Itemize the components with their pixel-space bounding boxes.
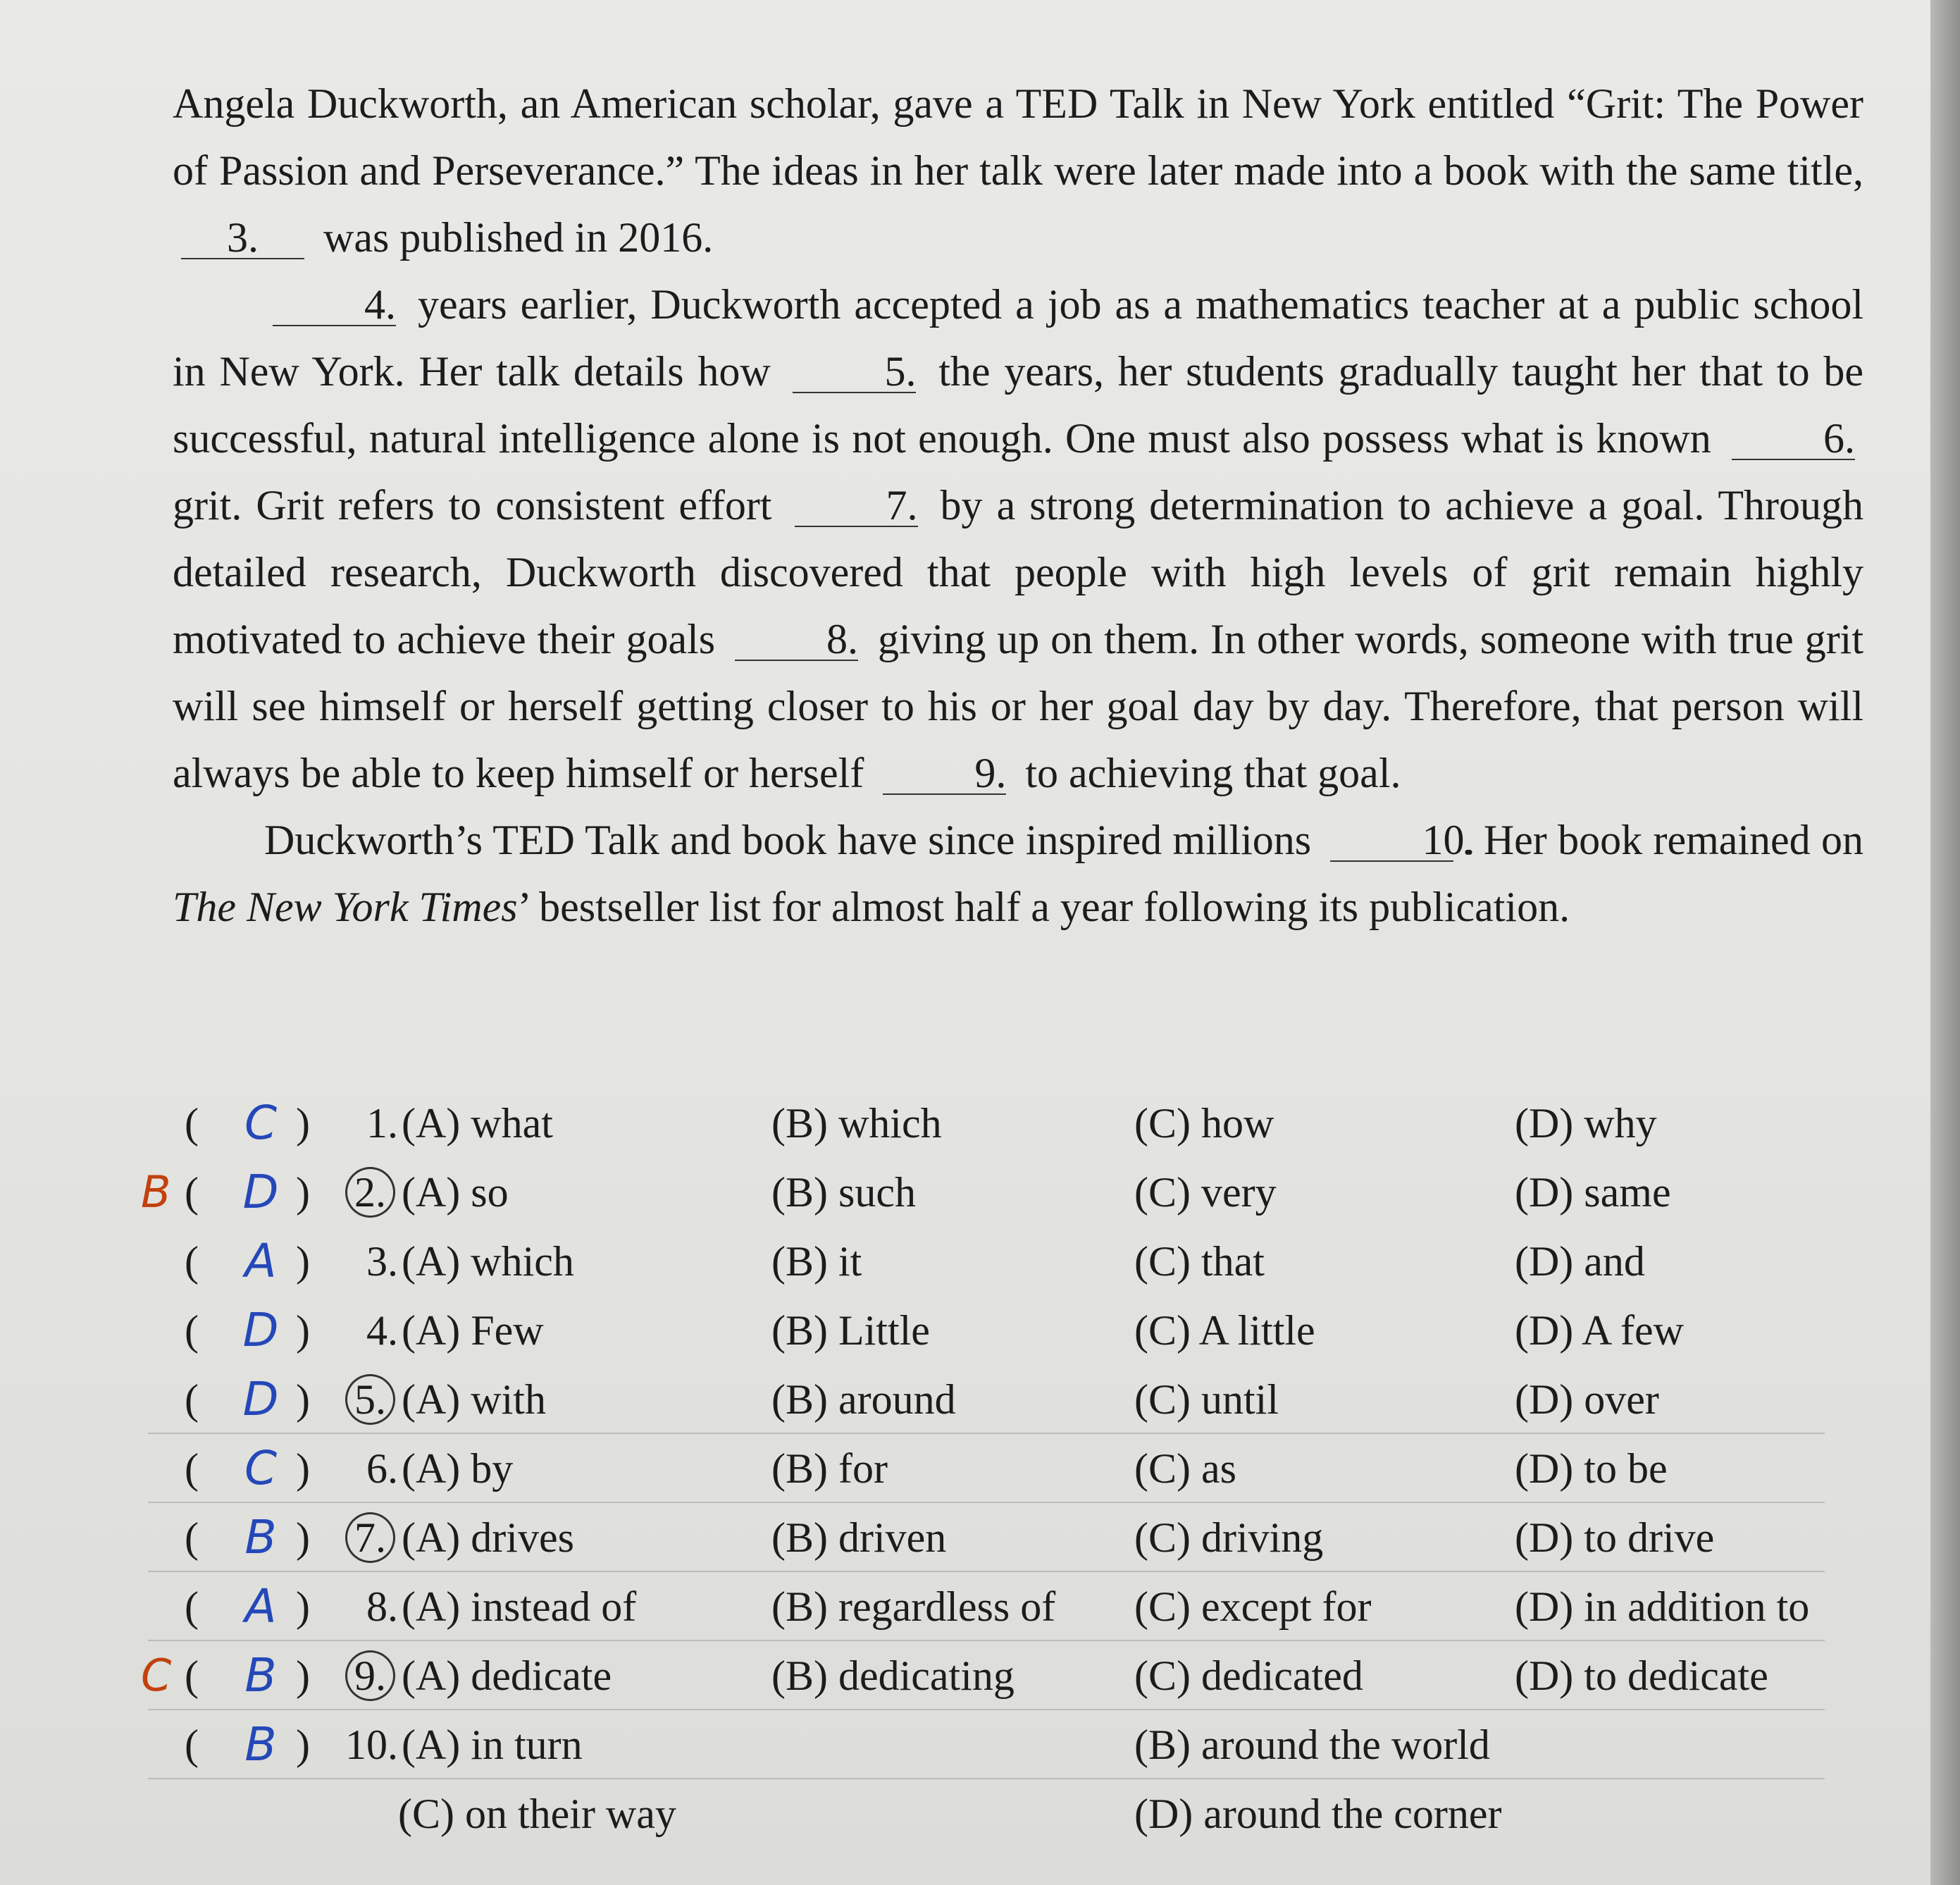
question-row	[0, 1641, 1930, 1710]
paragraph-3	[173, 807, 1863, 941]
open-paren: (	[185, 1722, 199, 1768]
question-number	[331, 1572, 398, 1641]
close-paren: )	[296, 1100, 310, 1147]
passage-text: ’ bestseller list for almost half a year following its publication.	[517, 884, 1570, 930]
option-d: (D) why	[1515, 1100, 1657, 1147]
handwritten-answer: D	[242, 1165, 279, 1219]
handwritten-answer: D	[242, 1372, 279, 1426]
question-number-text: 8.	[366, 1583, 398, 1630]
question-row	[0, 1089, 1930, 1158]
option-b: (B) dedicating	[771, 1652, 1015, 1699]
open-paren: (	[185, 1307, 199, 1354]
margin-correction: C	[141, 1650, 172, 1701]
option-c: (C) that	[1134, 1238, 1265, 1285]
question-number	[331, 1296, 398, 1365]
paragraph-2	[173, 271, 1863, 807]
option-c: (C) A little	[1134, 1307, 1315, 1354]
option-c: (C) as	[1134, 1445, 1236, 1492]
open-paren: (	[185, 1376, 199, 1423]
question-number-text: 6.	[366, 1445, 398, 1492]
question-number	[331, 1089, 398, 1158]
open-paren: (	[185, 1583, 199, 1630]
question-row	[0, 1158, 1930, 1227]
question-row	[0, 1434, 1930, 1503]
option-a: (A) what	[402, 1100, 553, 1147]
option-d: (D) to be	[1515, 1445, 1668, 1492]
question-number	[331, 1158, 398, 1227]
question-number-text: 2.	[345, 1167, 395, 1218]
handwritten-answer: C	[244, 1441, 278, 1495]
passage-text: Duckworth’s TED Talk and book have since inspired millions	[264, 817, 1312, 863]
option-b: (B) such	[771, 1169, 916, 1216]
question-number	[331, 1503, 398, 1572]
option-b: (B) driven	[771, 1514, 947, 1561]
handwritten-answer: B	[244, 1648, 277, 1702]
option-c: (C) how	[1134, 1100, 1274, 1147]
question-row	[0, 1710, 1930, 1779]
option-a: (A) dedicate	[402, 1652, 612, 1699]
open-paren: (	[185, 1100, 199, 1147]
question-row	[0, 1503, 1930, 1572]
option-a: (A) instead of	[402, 1583, 637, 1630]
option-a: (A) drives	[402, 1514, 574, 1561]
question-number-text: 3.	[366, 1238, 398, 1285]
option-c: (C) until	[1134, 1376, 1279, 1423]
open-paren: (	[185, 1445, 199, 1492]
passage-text: Angela Duckworth, an American scholar, gave a TED Talk in New York entitled “Grit: The Power of Passion and Perseverance.” The ideas in her talk were later made into a book with the same title,	[173, 80, 1863, 194]
margin-correction: B	[141, 1166, 171, 1218]
close-paren: )	[296, 1583, 310, 1630]
question-number	[331, 1227, 398, 1296]
question-row-continued	[0, 1779, 1930, 1848]
option-d: (D) same	[1515, 1169, 1671, 1216]
question-number	[331, 1434, 398, 1503]
question-number-text: 7.	[345, 1512, 395, 1563]
close-paren: )	[296, 1238, 310, 1285]
close-paren: )	[296, 1376, 310, 1423]
passage-text: by a strong determination to achieve a goal. Through detailed research, Duckworth discovered that people with high levels of grit remain highly motivated to achieve their goals	[173, 482, 1863, 662]
option-b: (B) around the world	[1134, 1722, 1490, 1768]
passage-text: . Her book remained on	[1462, 817, 1864, 863]
question-number	[331, 1365, 398, 1434]
handwritten-answer: C	[244, 1096, 278, 1150]
option-d: (D) over	[1515, 1376, 1659, 1423]
option-d: (D) to drive	[1515, 1514, 1715, 1561]
option-b: (B) around	[771, 1376, 956, 1423]
close-paren: )	[296, 1652, 310, 1699]
blank-10: 10.	[1330, 820, 1453, 862]
question-number-text: 1.	[366, 1100, 398, 1147]
open-paren: (	[185, 1652, 199, 1699]
option-c: (C) driving	[1134, 1514, 1324, 1561]
option-d: (D) to dedicate	[1515, 1652, 1768, 1699]
handwritten-answer: A	[244, 1234, 277, 1288]
passage-text: the years, her students gradually taught her that to be successful, natural intelligence alone is not enough. One must also possess what is known	[173, 348, 1864, 462]
passage-text: giving up on them. In other words, someone with true grit will see himself or herself getting closer to his or her goal day by day. Therefore, that person will always be able to keep himself or herself	[173, 616, 1864, 796]
option-c: (C) on their way	[398, 1791, 676, 1837]
question-number-text: 4.	[366, 1307, 398, 1354]
close-paren: )	[296, 1722, 310, 1768]
question-number	[331, 1641, 398, 1710]
question-number-text: 10.	[345, 1722, 398, 1768]
handwritten-answer: B	[244, 1510, 277, 1564]
newspaper-title: The New York Times	[173, 884, 518, 930]
option-a: (A) Few	[402, 1307, 544, 1354]
open-paren: (	[185, 1514, 199, 1561]
option-d: (D) and	[1515, 1238, 1645, 1285]
blank-8: 8.	[735, 619, 858, 661]
paragraph-1	[173, 70, 1863, 271]
option-d: (D) in addition to	[1515, 1583, 1810, 1630]
option-a: (A) which	[402, 1238, 574, 1285]
handwritten-answer: D	[242, 1303, 279, 1357]
reading-passage	[173, 70, 1863, 941]
option-a: (A) so	[402, 1169, 509, 1216]
option-a: (A) by	[402, 1445, 514, 1492]
question-number	[331, 1710, 398, 1779]
question-number-text: 5.	[345, 1374, 395, 1425]
passage-text: was published in 2016.	[323, 214, 714, 261]
close-paren: )	[296, 1445, 310, 1492]
close-paren: )	[296, 1514, 310, 1561]
blank-3: 3.	[181, 217, 304, 259]
handwritten-answer: A	[244, 1579, 277, 1633]
question-row	[0, 1572, 1930, 1641]
blank-4: 4.	[273, 284, 396, 326]
blank-5: 5.	[793, 351, 916, 393]
option-c: (C) dedicated	[1134, 1652, 1363, 1699]
close-paren: )	[296, 1307, 310, 1354]
option-b: (B) Little	[771, 1307, 930, 1354]
blank-9: 9.	[883, 753, 1006, 795]
question-number-text: 9.	[345, 1650, 395, 1701]
blank-7: 7.	[795, 485, 918, 527]
option-c: (C) very	[1134, 1169, 1277, 1216]
close-paren: )	[296, 1169, 310, 1216]
option-d: (D) A few	[1515, 1307, 1684, 1354]
row-separator	[148, 1778, 1825, 1779]
option-d: (D) around the corner	[1134, 1791, 1502, 1837]
question-row	[0, 1296, 1930, 1365]
open-paren: (	[185, 1238, 199, 1285]
passage-text: years earlier, Duckworth accepted a job as a mathematics teacher at a public school in New York. Her talk details how	[173, 281, 1863, 395]
open-paren: (	[185, 1169, 199, 1216]
book-spine-shadow	[1930, 0, 1960, 1885]
passage-text: to achieving that goal.	[1025, 750, 1401, 796]
option-a: (A) in turn	[402, 1722, 583, 1768]
handwritten-answer: B	[244, 1717, 277, 1772]
question-row	[0, 1227, 1930, 1296]
blank-6: 6.	[1732, 418, 1855, 460]
option-c: (C) except for	[1134, 1583, 1372, 1630]
option-a: (A) with	[402, 1376, 546, 1423]
option-b: (B) it	[771, 1238, 862, 1285]
question-row	[0, 1365, 1930, 1434]
option-b: (B) regardless of	[771, 1583, 1056, 1630]
option-b: (B) which	[771, 1100, 942, 1147]
passage-text: grit. Grit refers to consistent effort	[173, 482, 772, 529]
option-b: (B) for	[771, 1445, 888, 1492]
